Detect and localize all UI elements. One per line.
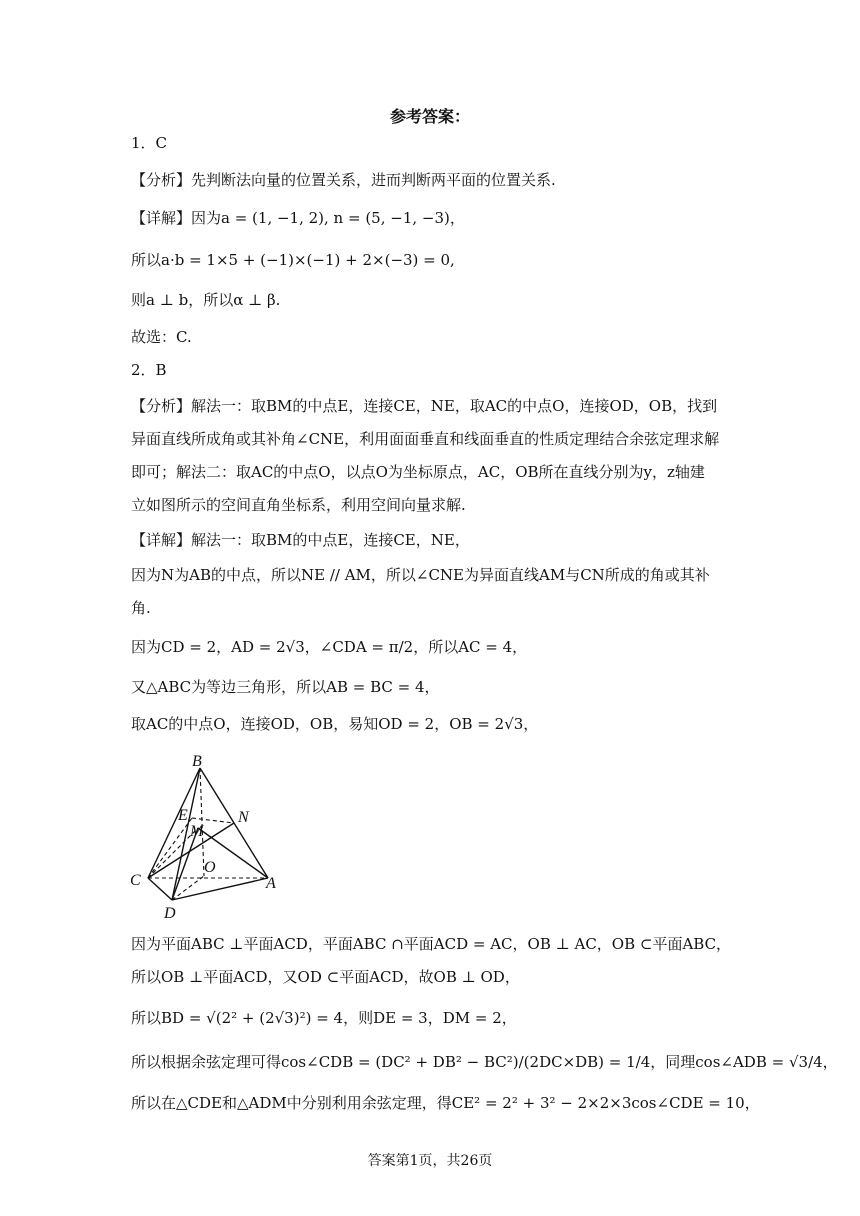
answer-1-analysis: 【分析】先判断法向量的位置关系，进而判断两平面的位置关系. [131, 171, 556, 189]
answer-1-choice: 1．C [131, 134, 168, 152]
answer-2-detail-line-9: 所以BD = √(2² + (2√3)²) = 4，则DE = 3，DM = 2， [131, 1009, 517, 1027]
answer-2-detail-line-5: 又△ABC为等边三角形，所以AB = BC = 4， [131, 678, 440, 696]
label-A: A [266, 875, 276, 892]
answer-2-analysis-line-2: 异面直线所成角或其补角∠CNE，利用面面垂直和线面垂直的性质定理结合余弦定理求解 [131, 430, 720, 448]
answer-2-detail-line-1: 【详解】解法一：取BM的中点E，连接CE，NE， [131, 531, 470, 549]
page-title: 参考答案： [389, 107, 470, 126]
label-O: O [204, 859, 216, 876]
answer-1-detail: 【详解】因为a = (1, −1, 2), n = (5, −1, −3)， [131, 209, 465, 227]
label-D: D [164, 905, 176, 922]
answer-1-selection: 故选：C. [131, 328, 192, 346]
answer-2-analysis-line-3: 即可；解法二：取AC的中点O，以点O为坐标原点，AC，OB所在直线分别为y，z轴建 [131, 463, 705, 481]
label-M: M [190, 823, 204, 840]
answer-2-detail-line-10: 所以根据余弦定理可得cos∠CDB = (DC² + DB² − BC²)/(2DC×DB) = 1/4，同理cos∠ADB = √3/4， [131, 1053, 838, 1071]
answer-2-detail-line-8: 所以OB ⊥平面ACD，又OD ⊂平面ACD，故OB ⊥ OD， [131, 968, 520, 986]
answer-1-dot-product: 所以a·b = 1×5 + (−1)×(−1) + 2×(−3) = 0, [131, 251, 455, 269]
answer-2-detail-line-11: 所以在△CDE和△ADM中分别利用余弦定理，得CE² = 2² + 3² − 2×2×3cos∠CDE = 10， [131, 1094, 760, 1112]
label-N: N [238, 809, 249, 826]
tetrahedron-figure [120, 748, 290, 923]
page-footer: 答案第1页，共26页 [367, 1153, 493, 1169]
answer-2-detail-line-3: 角. [131, 599, 151, 617]
answer-2-detail-line-2: 因为N为AB的中点，所以NE // AM，所以∠CNE为异面直线AM与CN所成的角或其补 [131, 566, 710, 584]
label-E: E [178, 807, 188, 824]
label-B: B [192, 753, 202, 770]
answer-2-analysis-line-4: 立如图所示的空间直角坐标系，利用空间向量求解. [131, 496, 466, 514]
answer-2-analysis-line-1: 【分析】解法一：取BM的中点E，连接CE，NE，取AC的中点O，连接OD，OB，找到 [131, 397, 718, 415]
answer-2-detail-line-7: 因为平面ABC ⊥平面ACD，平面ABC ∩平面ACD = AC，OB ⊥ AC，OB ⊂平面ABC， [131, 935, 732, 953]
answer-2-choice: 2．B [131, 361, 167, 379]
answer-2-detail-line-4: 因为CD = 2，AD = 2√3，∠CDA = π/2，所以AC = 4， [131, 638, 528, 656]
label-C: C [130, 872, 141, 889]
answer-1-conclusion: 则a ⊥ b，所以α ⊥ β. [131, 291, 281, 309]
answer-2-detail-line-6: 取AC的中点O，连接OD，OB，易知OD = 2，OB = 2√3， [131, 715, 539, 733]
